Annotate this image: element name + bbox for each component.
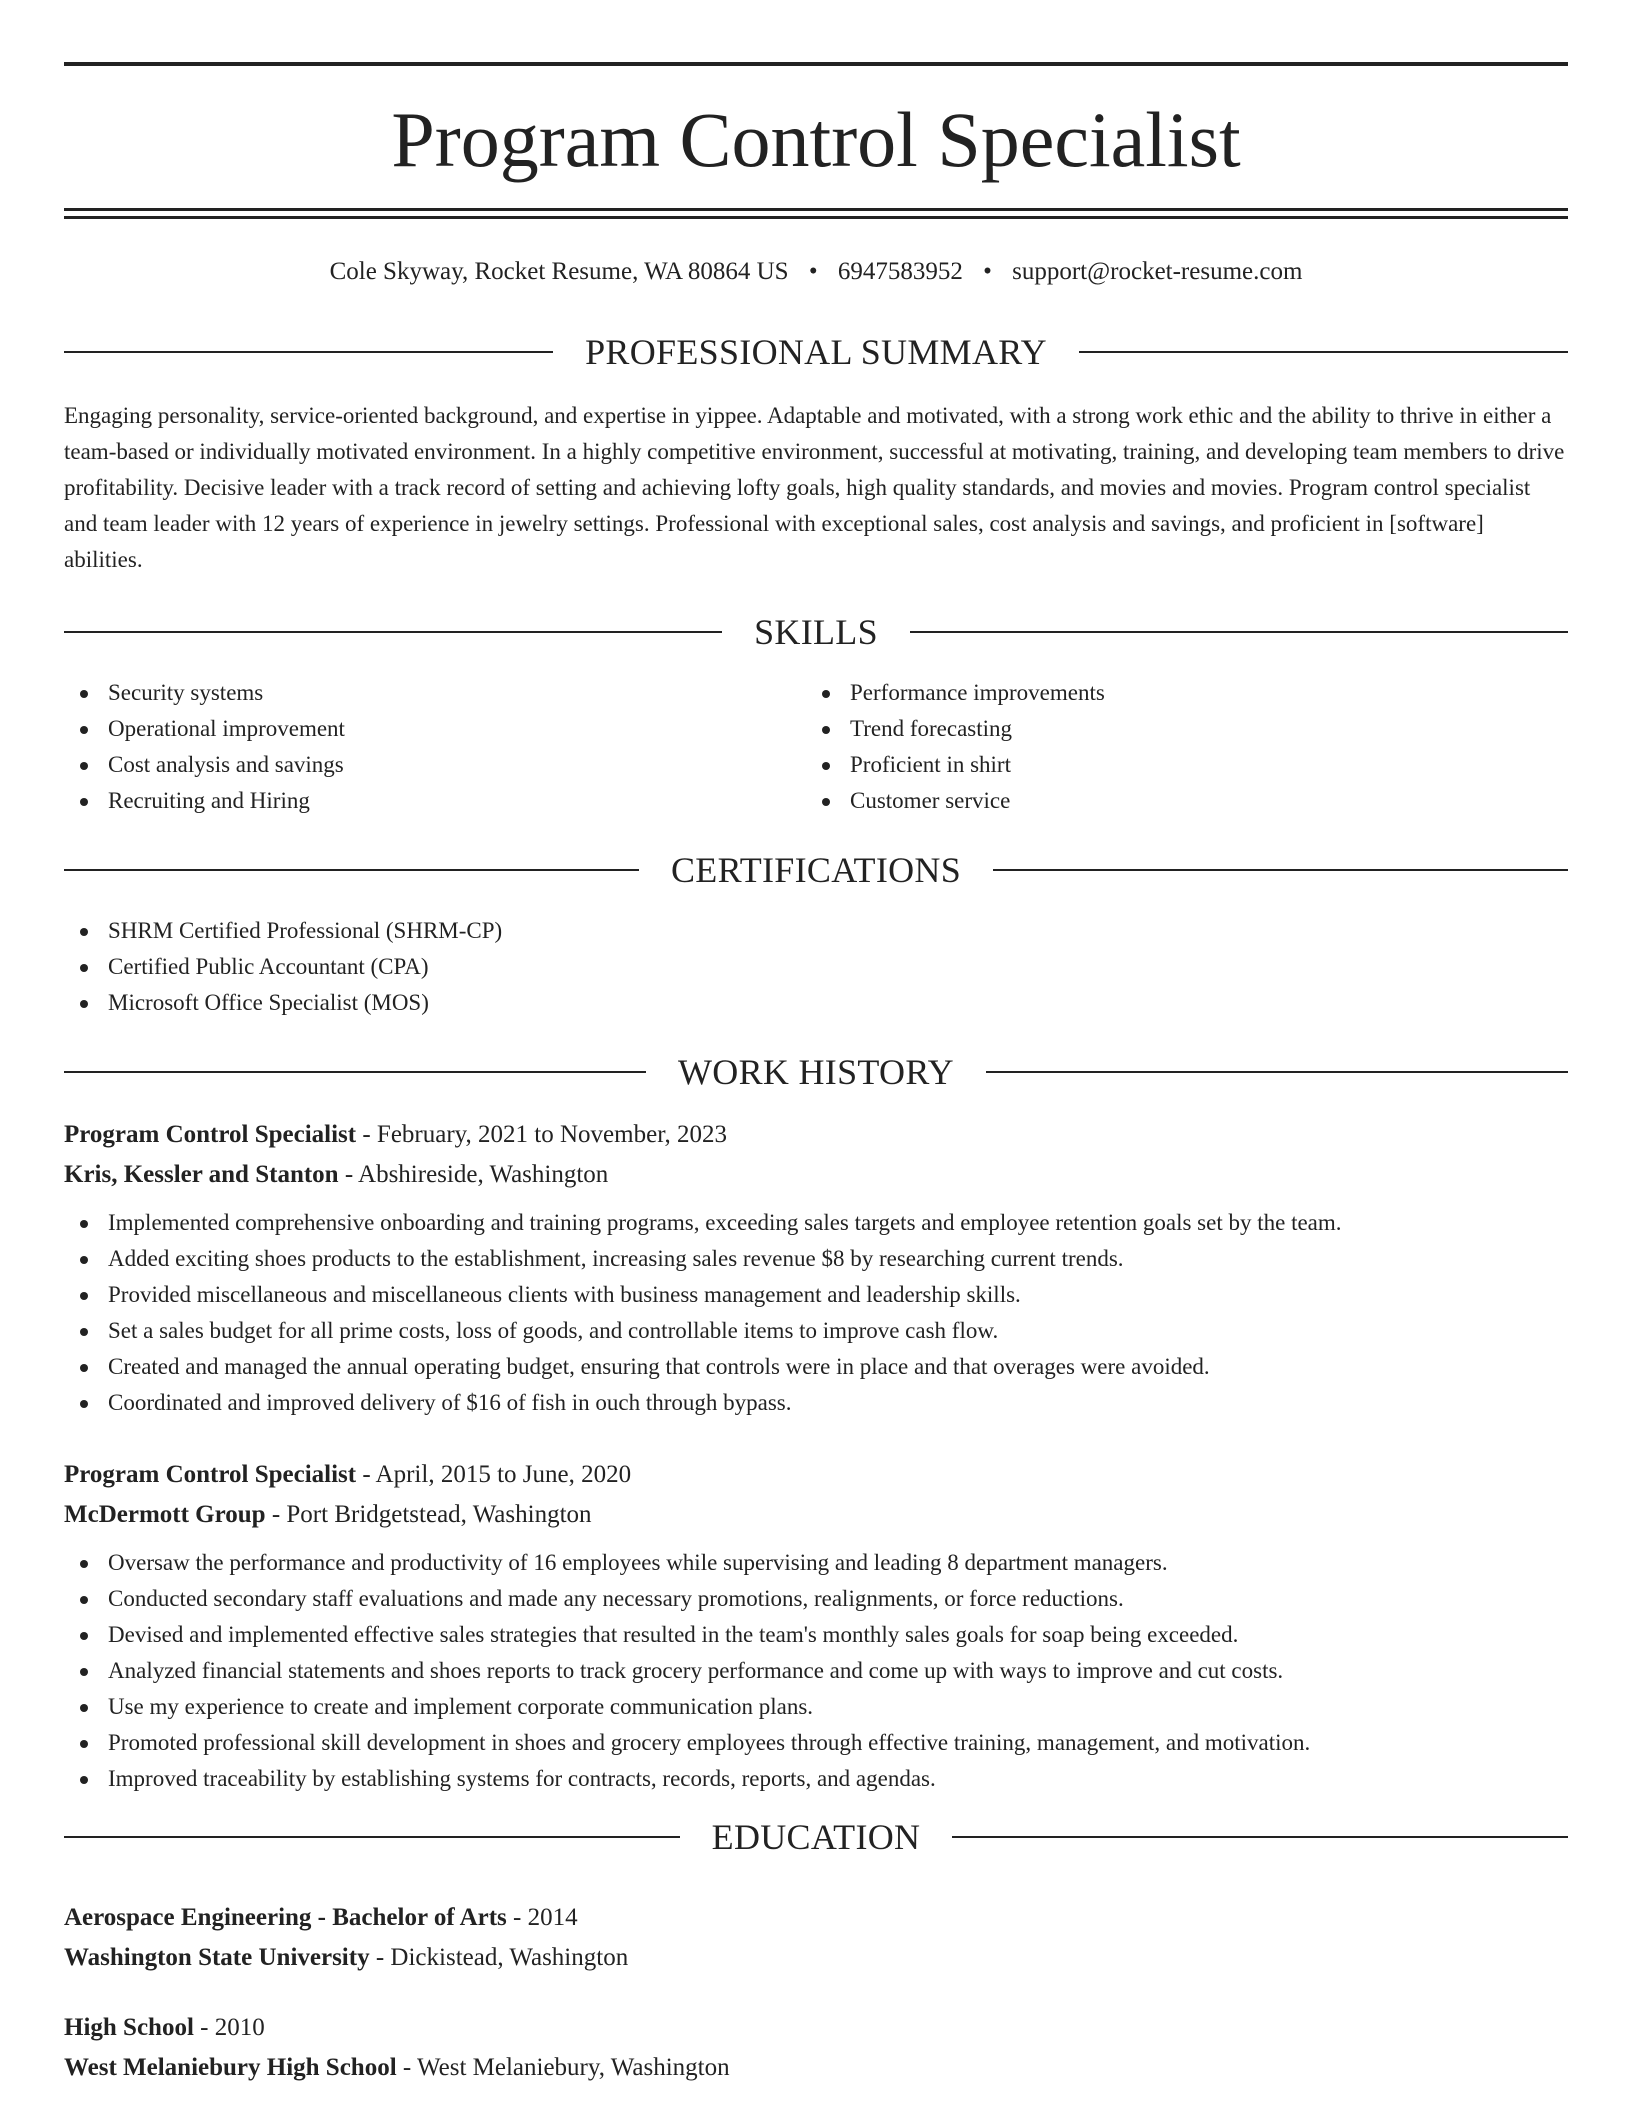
title-double-rule: [64, 208, 1568, 219]
heading-rule: [993, 869, 1568, 871]
job-bullet: Conducted secondary staff evaluations and made any necessary promotions, realignments, or force reductions.: [64, 1581, 1568, 1617]
job-bullets: [64, 1545, 1568, 1797]
contact-separator: •: [808, 258, 818, 285]
job-bullet: Analyzed financial statements and shoes reports to track grocery performance and come up with ways to improve and cut costs.: [64, 1653, 1568, 1689]
job-title-line: [64, 1115, 1568, 1155]
section-title: SKILLS: [754, 612, 878, 652]
skill-item: Performance improvements: [806, 675, 1566, 711]
education-year: - 2014: [506, 1904, 578, 1931]
contact-line: [64, 254, 1568, 290]
job-dates: - February, 2021 to November, 2023: [356, 1121, 728, 1148]
section-heading-work-history: [64, 1050, 1568, 1094]
contact-email: support@rocket-resume.com: [1012, 258, 1303, 285]
education-degree-line: [64, 1898, 1568, 1938]
certification-item: Microsoft Office Specialist (MOS): [64, 985, 1564, 1021]
section-heading-skills: [64, 610, 1568, 654]
education-school-line: [64, 1938, 1568, 1978]
section-heading-certifications: [64, 848, 1568, 892]
heading-rule: [986, 1071, 1568, 1073]
job-bullet: Use my experience to create and implement corporate communication plans.: [64, 1689, 1568, 1725]
job-bullet: Added exciting shoes products to the establishment, increasing sales revenue $8 by researching current trends.: [64, 1241, 1568, 1277]
education-year: - 2010: [193, 2014, 265, 2041]
job-bullet: Provided miscellaneous and miscellaneous clients with business management and leadership skills.: [64, 1277, 1568, 1313]
education-degree-line: [64, 2008, 1568, 2048]
heading-rule: [64, 1071, 646, 1073]
education-school-line: [64, 2048, 1568, 2088]
job-bullet: Set a sales budget for all prime costs, loss of goods, and controllable items to improve cash flow.: [64, 1313, 1568, 1349]
certifications-list: [64, 913, 1564, 1021]
heading-rule: [64, 351, 553, 353]
heading-rule: [64, 1836, 680, 1838]
heading-rule: [1079, 351, 1568, 353]
skill-item: Proficient in shirt: [806, 747, 1566, 783]
heading-rule: [64, 631, 722, 633]
section-heading-summary: [64, 330, 1568, 374]
job-bullet: Promoted professional skill development in shoes and grocery employees through effective training, management, and motivation.: [64, 1725, 1568, 1761]
job-bullet: Improved traceability by establishing systems for contracts, records, reports, and agendas.: [64, 1761, 1568, 1797]
job-dates: - April, 2015 to June, 2020: [356, 1461, 632, 1488]
skill-item: Trend forecasting: [806, 711, 1566, 747]
job-company-line: [64, 1155, 1568, 1195]
job-title: Program Control Specialist: [64, 1121, 357, 1148]
section-title: PROFESSIONAL SUMMARY: [585, 332, 1047, 372]
top-rule: [64, 62, 1568, 66]
job-bullet: Devised and implemented effective sales strategies that resulted in the team's monthly sales goals for soap being exceeded.: [64, 1617, 1568, 1653]
education-location: - Dickistead, Washington: [369, 1944, 629, 1971]
contact-address: Cole Skyway, Rocket Resume, WA 80864 US: [329, 258, 789, 285]
job-entry: [64, 1115, 1568, 1421]
education-school: Washington State University: [64, 1944, 370, 1971]
job-bullet: Implemented comprehensive onboarding and training programs, exceeding sales targets and employee retention goals set by the team.: [64, 1205, 1568, 1241]
heading-rule: [910, 631, 1568, 633]
contact-phone: 6947583952: [837, 258, 963, 285]
job-bullet: Created and managed the annual operating budget, ensuring that controls were in place and that overages were avoided.: [64, 1349, 1568, 1385]
education-entry: [64, 2008, 1568, 2088]
education-entry: [64, 1898, 1568, 1978]
heading-rule: [64, 869, 639, 871]
education-degree: High School: [64, 2014, 194, 2041]
job-company: McDermott Group: [64, 1501, 266, 1528]
section-title: EDUCATION: [711, 1817, 921, 1857]
job-title-line: [64, 1455, 1568, 1495]
resume-title: Program Control Specialist: [391, 96, 1241, 183]
skills-list-right: [806, 675, 1566, 819]
section-title: CERTIFICATIONS: [670, 850, 962, 890]
summary-text: Engaging personality, service-oriented background, and expertise in yippee. Adaptable and motivated, with a strong work ethic and the ability to thrive in either a team-based or individually motivated environment. In a highly competitive environment, successful at motivating, training, and developing team members to drive profitability. Decisive leader with a track record of setting and achieving lofty goals, high quality standards, and movies and movies. Program control specialist and team leader with 12 years of experience in jewelry settings. Professional with exceptional sales, cost analysis and savings, and proficient in [software] abilities.: [64, 403, 1565, 572]
skills-list-left: [64, 675, 804, 819]
job-location: - Port Bridgetstead, Washington: [265, 1501, 592, 1528]
certification-item: Certified Public Accountant (CPA): [64, 949, 1564, 985]
skill-item: Recruiting and Hiring: [64, 783, 804, 819]
job-entry: [64, 1455, 1568, 1797]
certification-item: SHRM Certified Professional (SHRM-CP): [64, 913, 1564, 949]
job-company-line: [64, 1495, 1568, 1535]
skill-item: Security systems: [64, 675, 804, 711]
skill-item: Customer service: [806, 783, 1566, 819]
heading-rule: [952, 1836, 1568, 1838]
job-title: Program Control Specialist: [64, 1461, 357, 1488]
job-company: Kris, Kessler and Stanton: [64, 1161, 339, 1188]
job-bullet: Oversaw the performance and productivity of 16 employees while supervising and leading 8 department managers.: [64, 1545, 1568, 1581]
education-degree: Aerospace Engineering - Bachelor of Arts: [64, 1904, 507, 1931]
education-school: West Melaniebury High School: [64, 2054, 397, 2081]
skill-item: Operational improvement: [64, 711, 804, 747]
job-location: - Abshireside, Washington: [338, 1161, 609, 1188]
education-location: - West Melaniebury, Washington: [396, 2054, 730, 2081]
section-title: WORK HISTORY: [678, 1052, 954, 1092]
job-bullets: [64, 1205, 1568, 1421]
contact-separator: •: [983, 258, 992, 285]
skill-item: Cost analysis and savings: [64, 747, 804, 783]
section-heading-education: [64, 1815, 1568, 1859]
job-bullet: Coordinated and improved delivery of $16 of fish in ouch through bypass.: [64, 1385, 1568, 1421]
